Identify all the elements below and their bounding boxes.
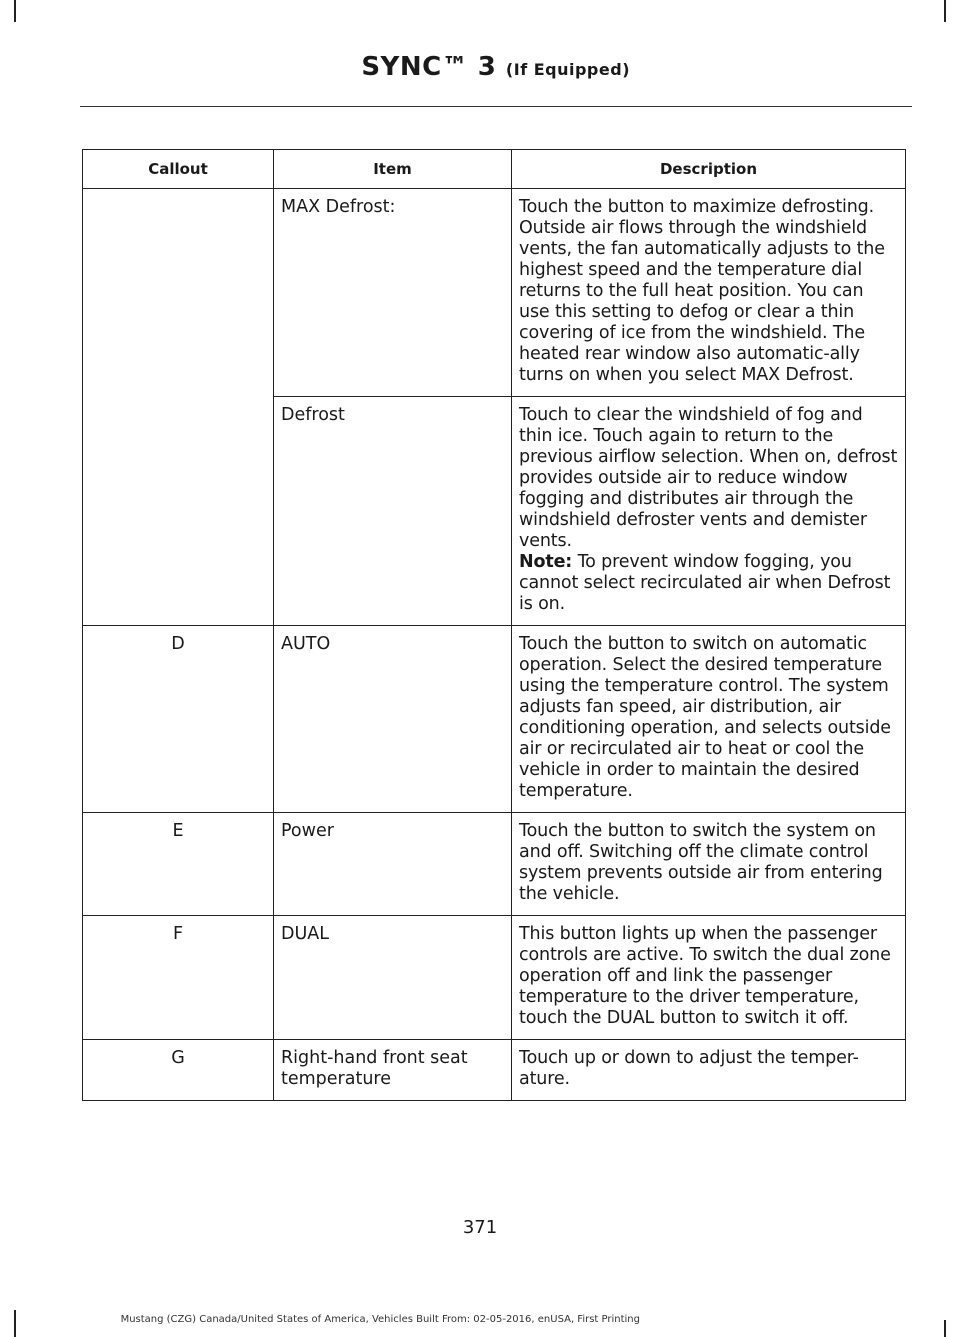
table-row [83, 916, 906, 1040]
item-cell: Right-hand front seat temperature [274, 1040, 512, 1101]
climate-controls-table [82, 149, 906, 1101]
callout-cell: G [83, 1040, 274, 1101]
description-cell: Touch up or down to adjust the temper-ature. [512, 1040, 906, 1101]
note-text: To prevent window fogging, you cannot select recirculated air when Defrost is on. [519, 552, 891, 614]
table-row [83, 1040, 906, 1101]
description-cell: This button lights up when the passenger controls are active. To switch the dual zone operation off and link the passenger temperature to the driver temperature, touch the DUAL button to switch it off. [512, 916, 906, 1040]
table-row [83, 189, 906, 397]
callout-cell: F [83, 916, 274, 1040]
footer-text: Mustang (CZG) Canada/United States of America, Vehicles Built From: 02-05-2016, enUSA, First Printing [120, 1314, 640, 1325]
column-header-callout: Callout [83, 150, 274, 189]
header-divider [80, 106, 912, 107]
table-row [83, 813, 906, 916]
crop-mark-top-left [14, 0, 16, 22]
item-cell: DUAL [274, 916, 512, 1040]
crop-mark-top-right [944, 0, 946, 22]
item-cell: Power [274, 813, 512, 916]
crop-mark-bottom-right [944, 1320, 946, 1337]
item-cell: Defrost [274, 397, 512, 626]
column-header-description: Description [512, 150, 906, 189]
page-header [0, 52, 630, 82]
callout-cell: E [83, 813, 274, 916]
description-cell: Touch the button to switch the system on and off. Switching off the climate control system prevents outside air from entering the vehicle. [512, 813, 906, 916]
column-header-item: Item [274, 150, 512, 189]
description-cell: Touch the button to maximize defrosting. Outside air flows through the windshield vents, the fan automatically adjusts to the highest speed and the temperature dial returns to the full heat position. You can use this setting to defog or clear a thin covering of ice from the windshield. The heated rear window also automatic-ally turns on when you select MAX Defrost. [512, 189, 906, 397]
header-subtitle: (If Equipped) [505, 60, 630, 79]
callout-cell [83, 189, 274, 626]
header-title: SYNC™ 3 [361, 52, 497, 82]
page-number: 371 [462, 1217, 498, 1238]
description-cell [512, 397, 906, 626]
item-cell: MAX Defrost: [274, 189, 512, 397]
description-text: Touch to clear the windshield of fog and thin ice. Touch again to return to the previous airflow selection. When on, defrost provides outside air to reduce window fogging and distributes air through the windshield defroster vents and demister vents. [519, 405, 898, 551]
item-cell: AUTO [274, 626, 512, 813]
note-label: Note: [519, 552, 573, 572]
callout-cell: D [83, 626, 274, 813]
table-row [83, 626, 906, 813]
description-cell: Touch the button to switch on automatic operation. Select the desired temperature using the temperature control. The system adjusts fan speed, air distribution, air conditioning operation, and selects outside air or recirculated air to heat or cool the vehicle in order to maintain the desired temperature. [512, 626, 906, 813]
table-header-row [83, 150, 906, 189]
